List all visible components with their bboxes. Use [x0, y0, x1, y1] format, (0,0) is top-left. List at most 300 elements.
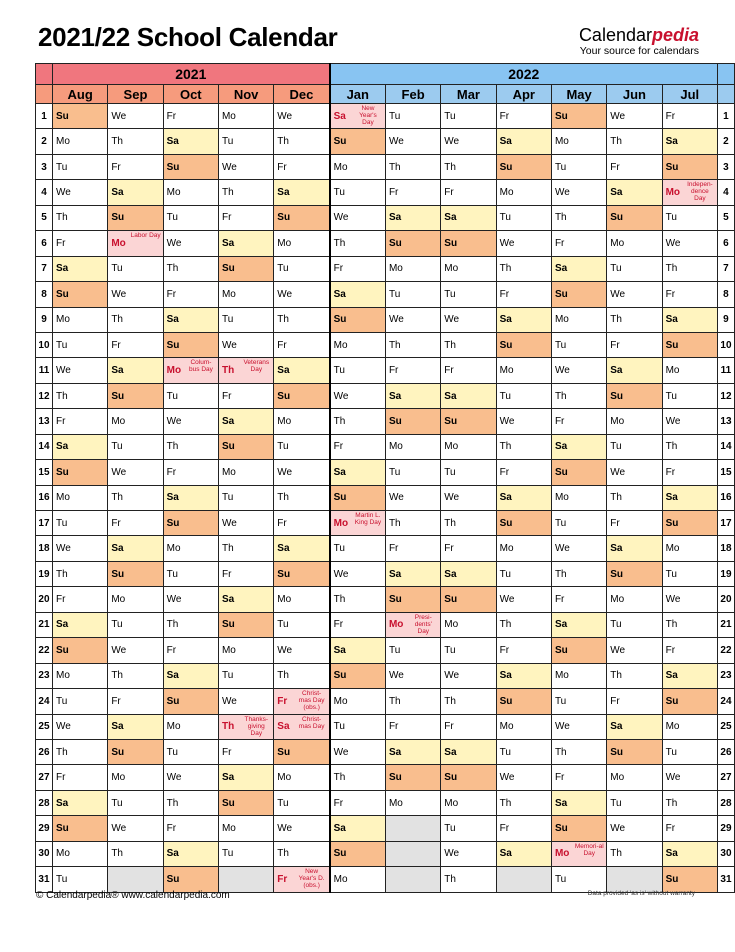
weekday-label: Sa: [444, 746, 457, 758]
day-number: 17: [36, 511, 53, 536]
day-cell: [496, 790, 551, 815]
weekday-label: We: [444, 492, 460, 504]
weekday-label: Sa: [665, 848, 678, 860]
weekday-label: Fr: [333, 263, 344, 275]
day-number: 8: [36, 282, 53, 307]
weekday-label: Tu: [444, 822, 456, 834]
footer-disclaimer: Data provided 'as is' without warranty: [587, 890, 695, 897]
day-cell: [385, 536, 440, 561]
day-number: 13: [36, 409, 53, 434]
weekday-label: Sa: [444, 390, 457, 402]
weekday-label: We: [665, 772, 681, 784]
day-cell: [330, 180, 386, 205]
day-row: [36, 790, 735, 815]
day-cell: [52, 790, 107, 815]
day-cell: [52, 104, 107, 129]
day-cell: [218, 332, 273, 357]
day-row: [36, 104, 735, 129]
weekday-label: Mo: [333, 339, 348, 351]
day-cell: [385, 332, 440, 357]
weekday-label: Su: [499, 339, 513, 351]
day-cell: [385, 689, 440, 714]
day-cell: [385, 409, 440, 434]
day-cell: [385, 231, 440, 256]
weekday-label: Tu: [166, 390, 178, 402]
weekday-label: Th: [444, 161, 456, 173]
weekday-label: Th: [444, 517, 456, 529]
month-header-row: [36, 85, 735, 104]
day-cell: [274, 561, 330, 586]
day-cell: [163, 256, 218, 281]
day-number: 3: [717, 154, 734, 179]
empty-day-cell: [607, 867, 662, 892]
day-cell: [496, 460, 551, 485]
weekday-label: Fr: [55, 415, 66, 427]
day-cell: [163, 383, 218, 408]
weekday-label: Tu: [554, 873, 567, 885]
weekday-label: We: [111, 822, 127, 834]
day-cell: [662, 689, 717, 714]
weekday-label: Tu: [499, 746, 511, 758]
weekday-label: We: [610, 110, 626, 122]
day-cell: [108, 434, 163, 459]
day-cell: [108, 383, 163, 408]
weekday-label: Tu: [111, 441, 123, 453]
weekday-label: Tu: [665, 390, 677, 402]
day-number: 9: [36, 307, 53, 332]
day-cell: [662, 816, 717, 841]
weekday-label: Fr: [277, 517, 287, 529]
weekday-label: Sa: [333, 822, 346, 834]
weekday-label: Sa: [333, 466, 346, 478]
month-header-apr: Apr: [496, 85, 551, 104]
weekday-label: Mo: [554, 670, 569, 682]
day-cell: [108, 587, 163, 612]
weekday-label: Fr: [111, 517, 121, 529]
weekday-label: Mo: [388, 619, 404, 631]
day-number: 23: [717, 663, 734, 688]
weekday-label: Tu: [444, 288, 456, 300]
weekday-label: Fr: [277, 873, 288, 885]
weekday-label: Mo: [388, 441, 403, 453]
day-cell: [607, 841, 662, 866]
day-cell: [52, 765, 107, 790]
day-cell: [385, 739, 440, 764]
day-cell: [52, 205, 107, 230]
year-2022: 2022: [330, 64, 718, 85]
year-2021: 2021: [52, 64, 329, 85]
holiday-name: Colum-bus Day: [189, 359, 213, 374]
day-cell: [163, 561, 218, 586]
day-cell: [274, 816, 330, 841]
day-cell: [551, 383, 606, 408]
day-cell: [385, 307, 440, 332]
day-row: [36, 307, 735, 332]
day-cell: [330, 485, 386, 510]
weekday-label: Su: [55, 644, 69, 656]
day-cell: [218, 129, 273, 154]
day-cell: [607, 180, 662, 205]
day-cell: [218, 612, 273, 637]
weekday-label: Su: [388, 237, 402, 249]
day-cell: [52, 816, 107, 841]
day-cell: [496, 154, 551, 179]
weekday-label: Mo: [55, 492, 70, 504]
day-number: 7: [717, 256, 734, 281]
weekday-label: Su: [111, 212, 125, 224]
day-number: 6: [717, 231, 734, 256]
weekday-label: Tu: [221, 492, 234, 504]
empty-day-cell: [385, 816, 440, 841]
weekday-label: Fr: [111, 161, 121, 173]
weekday-label: Sa: [55, 619, 69, 631]
weekday-label: We: [388, 670, 404, 682]
weekday-label: Th: [221, 187, 234, 199]
day-cell: [662, 205, 717, 230]
day-cell: [274, 409, 330, 434]
weekday-label: We: [333, 212, 349, 224]
day-cell: [496, 205, 551, 230]
day-cell: [607, 154, 662, 179]
weekday-label: We: [221, 339, 237, 351]
weekday-label: Fr: [166, 110, 177, 122]
day-cell: [607, 256, 662, 281]
day-number: 25: [36, 714, 53, 739]
weekday-label: Tu: [221, 670, 234, 682]
weekday-label: Tu: [388, 644, 401, 656]
weekday-label: Su: [166, 517, 180, 529]
weekday-label: Sa: [499, 314, 512, 326]
weekday-label: Fr: [665, 822, 676, 834]
weekday-label: Tu: [277, 619, 289, 631]
weekday-label: Mo: [55, 136, 70, 148]
weekday-label: Mo: [221, 466, 236, 478]
day-cell: [274, 154, 330, 179]
weekday-label: Tu: [111, 797, 123, 809]
weekday-label: Th: [111, 314, 123, 326]
holiday-name: Martin L. King Day: [354, 512, 382, 526]
weekday-label: Mo: [554, 492, 569, 504]
weekday-label: Fr: [499, 110, 510, 122]
weekday-label: Sa: [221, 237, 235, 249]
day-cell: [551, 485, 606, 510]
weekday-label: Su: [499, 695, 513, 707]
weekday-label: Fr: [277, 339, 287, 351]
day-cell: [662, 485, 717, 510]
day-number: 14: [717, 434, 734, 459]
day-cell: [662, 154, 717, 179]
weekday-label: Th: [444, 339, 456, 351]
day-cell: [52, 485, 107, 510]
day-cell: [163, 485, 218, 510]
day-cell: [52, 129, 107, 154]
day-cell: [52, 383, 107, 408]
month-corner-right: [717, 85, 734, 104]
weekday-label: Mo: [221, 822, 236, 834]
day-cell: [496, 612, 551, 637]
day-row: [36, 511, 735, 536]
weekday-label: Tu: [277, 263, 289, 275]
day-row: [36, 689, 735, 714]
day-cell: [385, 485, 440, 510]
weekday-label: We: [221, 517, 237, 529]
weekday-label: Tu: [499, 212, 511, 224]
weekday-label: Su: [665, 873, 679, 885]
weekday-label: Mo: [499, 187, 514, 199]
weekday-label: Su: [55, 466, 69, 478]
weekday-label: Mo: [221, 644, 236, 656]
weekday-label: Tu: [610, 263, 622, 275]
weekday-label: Sa: [665, 314, 678, 326]
day-cell: [441, 154, 496, 179]
day-cell: [108, 358, 163, 383]
month-header-mar: Mar: [441, 85, 496, 104]
day-cell: [385, 256, 440, 281]
weekday-label: We: [277, 288, 293, 300]
day-cell: [551, 434, 606, 459]
day-number: 21: [36, 612, 53, 637]
day-cell: [163, 409, 218, 434]
month-header-jun: Jun: [607, 85, 662, 104]
day-cell: [163, 460, 218, 485]
year-header-row: [36, 64, 735, 85]
weekday-label: Sa: [111, 721, 124, 733]
day-number: 10: [717, 332, 734, 357]
day-cell: [163, 841, 218, 866]
day-cell: [274, 511, 330, 536]
day-cell: [108, 154, 163, 179]
day-cell: [163, 638, 218, 663]
weekday-label: Th: [554, 568, 567, 580]
day-cell: [496, 358, 551, 383]
day-number: 4: [717, 180, 734, 205]
weekday-label: Sa: [166, 136, 179, 148]
day-cell: [163, 867, 218, 892]
day-cell: [218, 841, 273, 866]
weekday-label: Fr: [55, 772, 66, 784]
weekday-label: Th: [499, 263, 512, 275]
weekday-label: Su: [55, 110, 69, 122]
day-cell: [218, 765, 273, 790]
day-row: [36, 612, 735, 637]
day-cell: [108, 332, 163, 357]
empty-day-cell: [108, 867, 163, 892]
day-cell: [163, 154, 218, 179]
weekday-label: Mo: [444, 619, 459, 631]
weekday-label: Th: [388, 695, 401, 707]
weekday-label: Su: [111, 390, 125, 402]
weekday-label: Sa: [444, 568, 457, 580]
weekday-label: Su: [221, 441, 235, 453]
day-cell: [163, 816, 218, 841]
weekday-label: Fr: [333, 797, 344, 809]
day-cell: [441, 561, 496, 586]
day-number: 9: [717, 307, 734, 332]
day-cell: [607, 358, 662, 383]
day-cell: [330, 841, 386, 866]
day-cell: [218, 231, 273, 256]
day-cell: [218, 714, 273, 739]
weekday-label: We: [221, 695, 237, 707]
day-row: [36, 129, 735, 154]
day-cell: [662, 231, 717, 256]
day-row: [36, 205, 735, 230]
weekday-label: Mo: [111, 237, 126, 249]
weekday-label: We: [610, 288, 626, 300]
weekday-label: Fr: [665, 644, 676, 656]
day-cell: [607, 104, 662, 129]
weekday-label: Th: [111, 136, 123, 148]
day-number: 5: [717, 205, 734, 230]
day-cell: [330, 765, 386, 790]
weekday-label: Th: [665, 797, 678, 809]
weekday-label: Mo: [55, 848, 70, 860]
weekday-label: Su: [221, 263, 235, 275]
weekday-label: Tu: [111, 619, 123, 631]
day-cell: [163, 714, 218, 739]
day-cell: [662, 180, 717, 205]
day-cell: [108, 485, 163, 510]
day-cell: [385, 104, 440, 129]
day-cell: [385, 561, 440, 586]
weekday-label: Th: [111, 492, 123, 504]
day-cell: [496, 638, 551, 663]
weekday-label: Mo: [554, 314, 569, 326]
day-cell: [441, 867, 496, 892]
day-number: 24: [717, 689, 734, 714]
day-cell: [163, 104, 218, 129]
day-cell: [274, 180, 330, 205]
day-number: 18: [717, 536, 734, 561]
weekday-label: Tu: [277, 797, 289, 809]
day-cell: [607, 765, 662, 790]
weekday-label: Tu: [166, 212, 178, 224]
day-cell: [662, 638, 717, 663]
weekday-label: Th: [221, 365, 235, 377]
day-cell: [441, 282, 496, 307]
day-cell: [52, 154, 107, 179]
weekday-label: Tu: [499, 568, 511, 580]
weekday-label: Th: [388, 339, 401, 351]
day-cell: [385, 612, 440, 637]
weekday-label: Sa: [554, 797, 568, 809]
weekday-label: Su: [111, 568, 125, 580]
weekday-label: Fr: [499, 466, 510, 478]
day-cell: [385, 638, 440, 663]
weekday-label: Mo: [166, 365, 182, 377]
weekday-label: Tu: [333, 187, 345, 199]
weekday-label: Tu: [277, 441, 289, 453]
weekday-label: We: [111, 644, 127, 656]
day-row: [36, 180, 735, 205]
day-number: 22: [717, 638, 734, 663]
weekday-label: Th: [111, 848, 123, 860]
weekday-label: Tu: [554, 517, 567, 529]
day-cell: [163, 231, 218, 256]
weekday-label: Su: [333, 136, 347, 148]
day-cell: [551, 332, 606, 357]
day-cell: [163, 511, 218, 536]
weekday-label: Fr: [388, 187, 399, 199]
weekday-label: Sa: [277, 187, 290, 199]
day-number: 16: [36, 485, 53, 510]
month-header-jan: Jan: [330, 85, 386, 104]
day-cell: [52, 256, 107, 281]
day-cell: [218, 663, 273, 688]
day-cell: [662, 256, 717, 281]
weekday-label: Su: [166, 695, 180, 707]
day-number: 7: [36, 256, 53, 281]
weekday-label: Th: [166, 797, 179, 809]
day-cell: [330, 689, 386, 714]
weekday-label: We: [55, 543, 71, 555]
day-row: [36, 739, 735, 764]
weekday-label: We: [55, 187, 71, 199]
weekday-label: Sa: [388, 568, 402, 580]
day-cell: [330, 282, 386, 307]
day-cell: [496, 307, 551, 332]
day-cell: [274, 231, 330, 256]
weekday-label: Th: [277, 492, 289, 504]
weekday-label: Tu: [55, 517, 68, 529]
weekday-label: Fr: [499, 822, 510, 834]
weekday-label: Su: [388, 772, 402, 784]
day-number: 28: [717, 790, 734, 815]
holiday-name: Presi-dents' Day: [414, 613, 432, 635]
weekday-label: Mo: [499, 543, 514, 555]
day-cell: [441, 358, 496, 383]
holiday-name: New Year's Day: [359, 105, 377, 126]
weekday-label: Su: [55, 822, 69, 834]
day-cell: [52, 561, 107, 586]
day-number: 27: [717, 765, 734, 790]
weekday-label: Th: [221, 543, 234, 555]
weekday-label: Sa: [221, 772, 235, 784]
weekday-label: Tu: [388, 288, 401, 300]
weekday-label: Sa: [221, 415, 235, 427]
weekday-label: Mo: [166, 543, 181, 555]
weekday-label: Mo: [444, 797, 459, 809]
weekday-label: We: [111, 110, 127, 122]
day-cell: [441, 434, 496, 459]
day-row: [36, 536, 735, 561]
day-cell: [496, 231, 551, 256]
day-cell: [441, 790, 496, 815]
weekday-label: Fr: [166, 822, 177, 834]
day-cell: [551, 180, 606, 205]
day-cell: [218, 434, 273, 459]
month-header-dec: Dec: [274, 85, 330, 104]
day-cell: [607, 332, 662, 357]
weekday-label: Fr: [388, 365, 399, 377]
day-cell: [330, 511, 386, 536]
weekday-label: Su: [610, 212, 624, 224]
day-cell: [662, 536, 717, 561]
day-cell: [218, 205, 273, 230]
day-cell: [218, 790, 273, 815]
day-cell: [274, 282, 330, 307]
weekday-label: Sa: [610, 365, 623, 377]
day-cell: [52, 867, 107, 892]
weekday-label: Su: [554, 466, 568, 478]
holiday-name: Christ-mas Day (obs.): [298, 690, 325, 712]
weekday-label: Mo: [444, 441, 459, 453]
weekday-label: Sa: [665, 670, 678, 682]
weekday-label: Fr: [610, 339, 620, 351]
weekday-label: Su: [333, 492, 347, 504]
day-cell: [551, 307, 606, 332]
day-cell: [52, 180, 107, 205]
